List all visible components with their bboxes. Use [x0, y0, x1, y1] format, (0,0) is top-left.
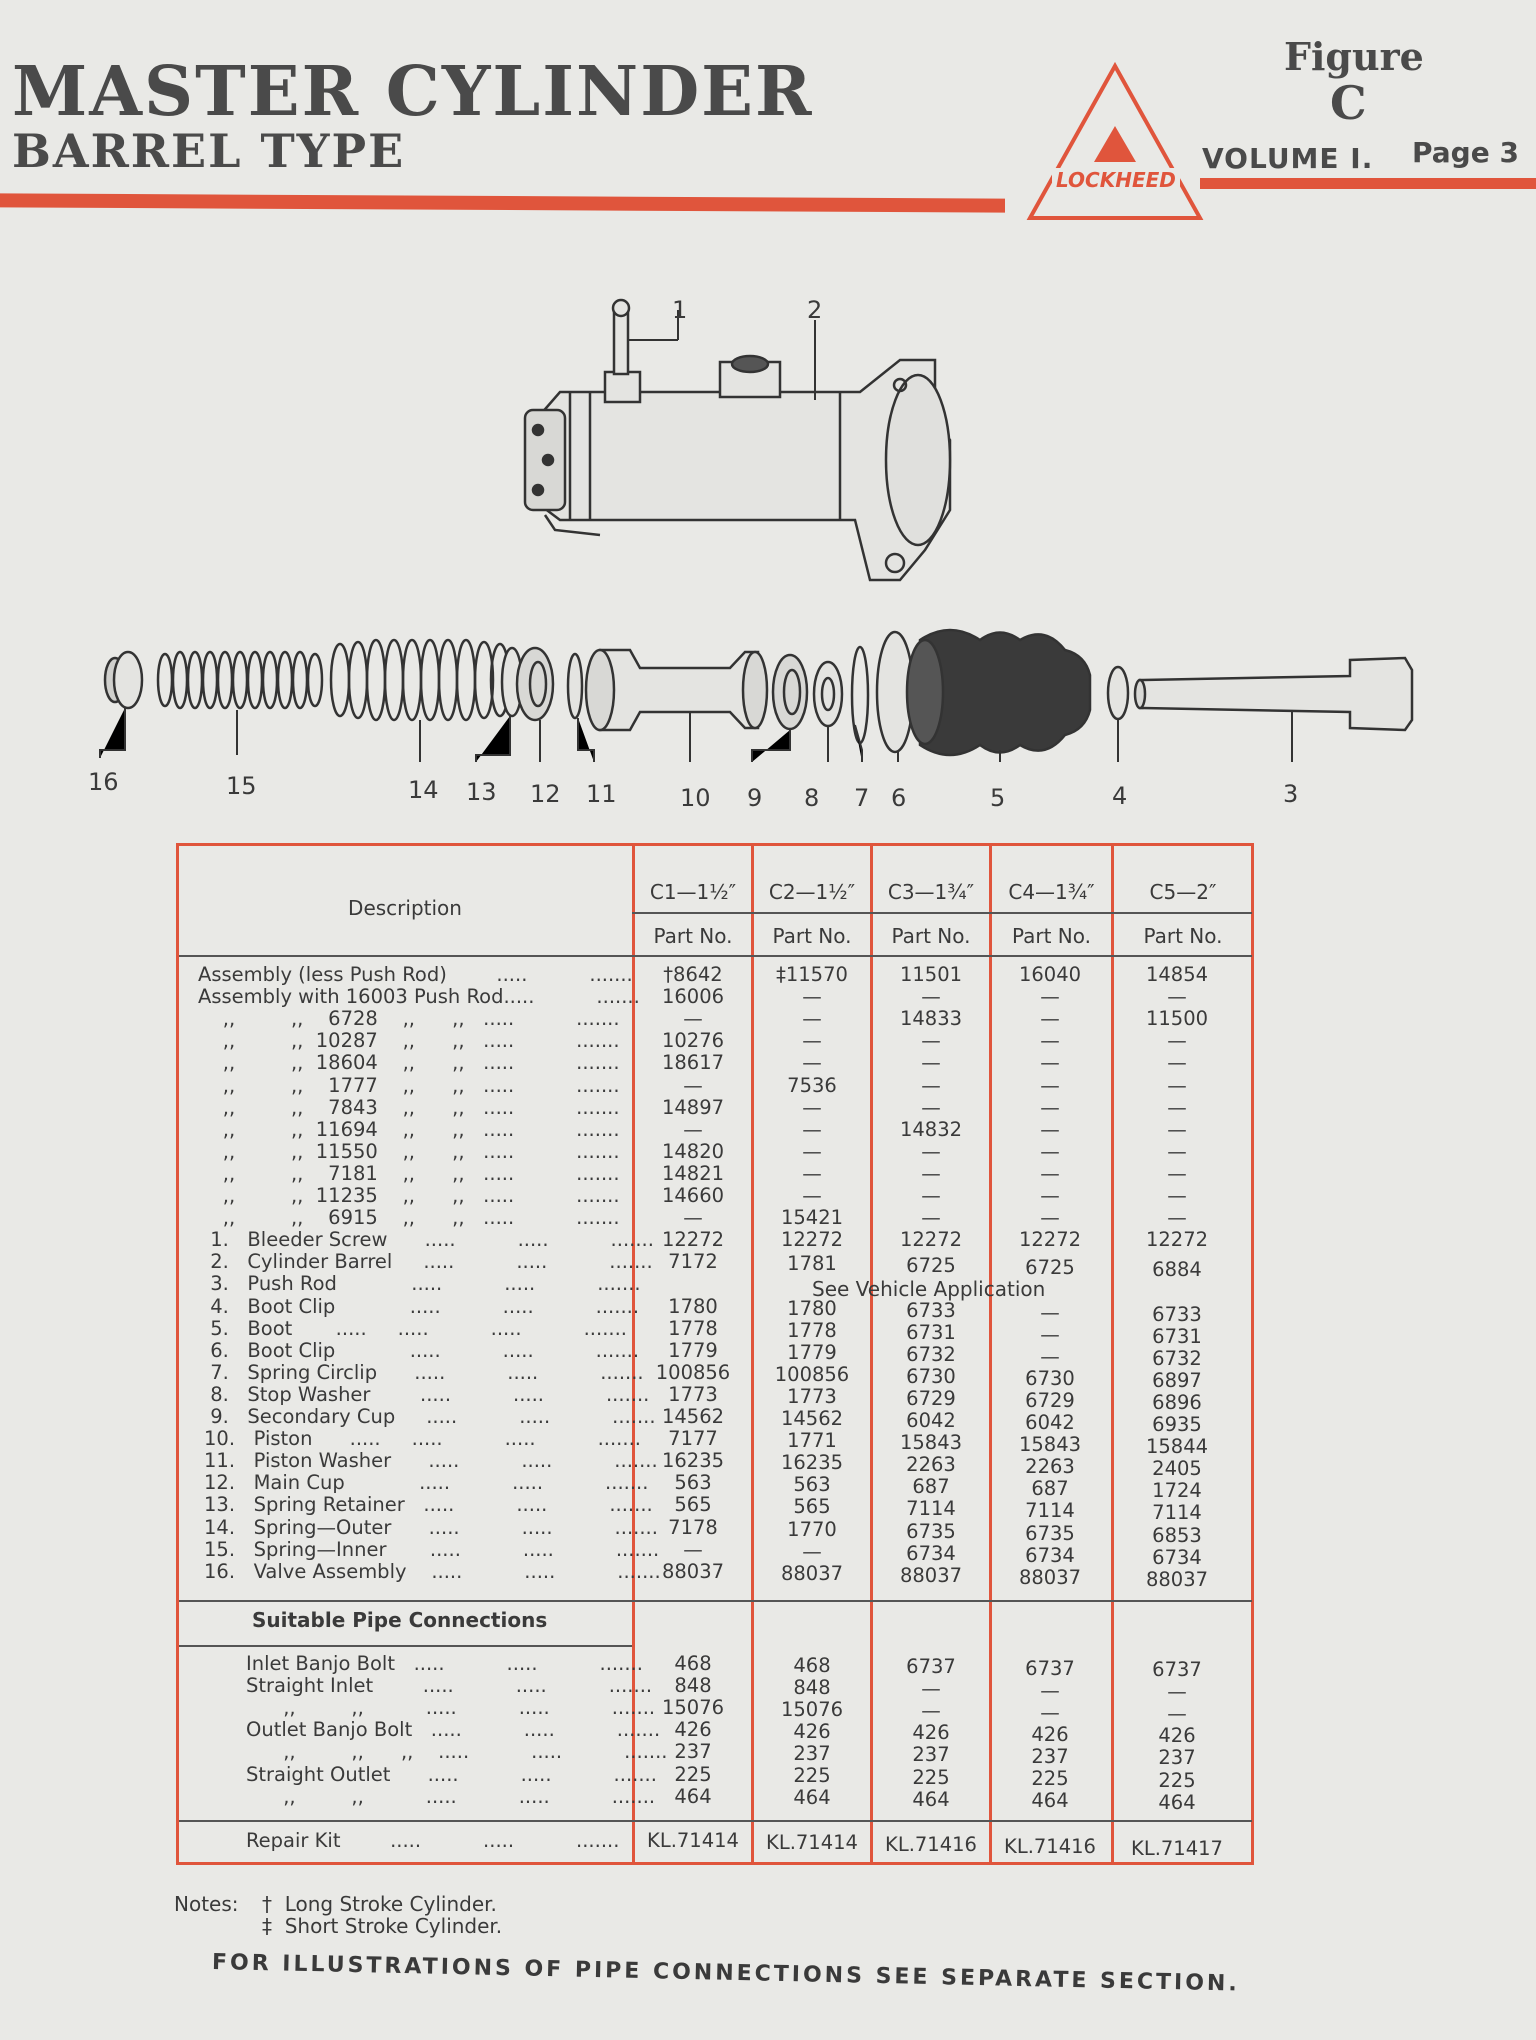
part-number-cell: 237	[912, 1743, 950, 1767]
part-number-cell: 11500	[1145, 1007, 1209, 1031]
part-number-cell: 88037	[780, 1561, 844, 1585]
part-number-cell: 426	[912, 1721, 950, 1745]
row-description: 3. Push Rod ..... ..... .......	[204, 1272, 641, 1296]
part-number-cell: 14562	[661, 1405, 725, 1428]
cylinder-barrel-illustration	[525, 300, 950, 580]
table-rule	[179, 1820, 1252, 1822]
part-number-cell: 468	[793, 1653, 831, 1677]
part-number-cell: 426	[1158, 1724, 1196, 1748]
part-number-cell: 426	[1031, 1722, 1069, 1746]
part-number-cell: 1781	[787, 1252, 837, 1276]
part-number-cell: 848	[674, 1674, 712, 1698]
part-number-cell: —	[1040, 1117, 1060, 1141]
part-number-cell: 14660	[661, 1184, 725, 1207]
part-number-cell: 225	[674, 1762, 712, 1786]
row-description: ,, ,, 11694 ,, ,, ..... .......	[198, 1117, 620, 1141]
page-number: Page 3	[1412, 136, 1519, 169]
part-number-cell: 6737	[1152, 1658, 1202, 1681]
part-number-cell: 6729	[1025, 1388, 1075, 1412]
part-number-cell: —	[802, 1117, 822, 1141]
part-number-cell: 6737	[1025, 1656, 1075, 1680]
part-number-cell: 1780	[787, 1296, 837, 1320]
part-number-cell: —	[921, 985, 941, 1009]
part-number-cell: —	[802, 1139, 822, 1163]
callout-13: 13	[466, 778, 497, 806]
part-number-cell: —	[1040, 1700, 1060, 1724]
part-number-cell: —	[1040, 1073, 1060, 1097]
part-number-cell: —	[1167, 1161, 1187, 1185]
part-number-cell: 426	[674, 1718, 712, 1742]
part-number-cell: —	[1040, 1206, 1060, 1230]
part-number-cell: 6729	[906, 1386, 956, 1410]
part-number-cell: 1780	[668, 1294, 718, 1318]
volume-label: VOLUME I.	[1202, 142, 1374, 175]
part-number-cell: 2263	[906, 1453, 956, 1477]
part-number-cell: —	[1040, 1051, 1060, 1075]
part-number-cell: —	[1040, 1161, 1060, 1185]
part-number-cell: —	[683, 1073, 703, 1097]
row-description: 16. Valve Assembly ..... ..... .......	[204, 1559, 661, 1583]
part-number-cell: 88037	[899, 1563, 963, 1587]
part-number-cell: —	[1167, 1680, 1187, 1704]
part-number-cell: 14832	[899, 1117, 963, 1141]
callout-9: 9	[747, 784, 763, 812]
part-number-cell: 6735	[1025, 1521, 1075, 1545]
header-partno-c1: Part No.	[653, 924, 733, 948]
parts-row-illustration	[105, 630, 1412, 755]
part-number-cell: 464	[1158, 1790, 1196, 1814]
part-number-cell: —	[1040, 1678, 1060, 1702]
row-description: 5. Boot ..... ..... ..... .......	[204, 1316, 628, 1340]
part-number-cell: —	[1167, 985, 1187, 1009]
part-number-cell: 237	[674, 1740, 712, 1764]
part-number-cell: 225	[1031, 1767, 1069, 1790]
callout-2: 2	[807, 296, 823, 324]
part-number-cell: 2263	[1025, 1455, 1075, 1479]
part-number-cell: 426	[793, 1719, 831, 1743]
part-number-cell: —	[1167, 1095, 1187, 1119]
row-description: ,, ,, ..... ..... .......	[246, 1784, 656, 1808]
row-description: Outlet Banjo Bolt ..... ..... .......	[246, 1718, 661, 1742]
part-number-cell: 6732	[906, 1342, 956, 1366]
part-number-cell: 6897	[1152, 1368, 1202, 1392]
header-partno-c4: Part No.	[1011, 924, 1092, 948]
callout-11: 11	[586, 780, 617, 808]
part-number-cell: 1773	[787, 1384, 837, 1408]
part-number-cell: 6734	[1025, 1543, 1075, 1567]
part-number-cell: —	[802, 1184, 822, 1207]
part-number-cell: 225	[1158, 1768, 1196, 1792]
row-description: 4. Boot Clip ..... ..... .......	[204, 1294, 640, 1318]
part-number-cell: 1778	[787, 1318, 837, 1342]
header-description: Description	[348, 896, 462, 920]
row-description: 9. Secondary Cup ..... ..... .......	[204, 1405, 656, 1428]
part-number-cell: —	[1040, 1300, 1060, 1324]
part-number-cell: 7114	[1152, 1501, 1202, 1525]
part-number-cell: —	[921, 1677, 941, 1701]
part-number-cell: KL.71416	[885, 1833, 977, 1856]
footer-note: FOR ILLUSTRATIONS OF PIPE CONNECTIONS SEE SEPARATE SECTION.	[211, 1950, 1240, 1997]
part-number-cell: 7114	[906, 1497, 956, 1521]
part-number-cell: 2405	[1152, 1457, 1202, 1481]
part-number-cell: —	[802, 1095, 822, 1119]
part-number-cell: 1779	[787, 1340, 837, 1364]
part-number-cell: 6732	[1152, 1346, 1202, 1370]
callout-14: 14	[408, 776, 439, 804]
part-number-cell: 464	[912, 1787, 950, 1811]
part-number-cell: —	[921, 1161, 941, 1185]
part-number-cell: 12272	[1145, 1228, 1209, 1252]
row-description: 10. Piston ..... ..... ..... .......	[204, 1427, 641, 1451]
part-number-cell: ‡11570	[776, 963, 848, 986]
part-number-cell: 6896	[1152, 1390, 1202, 1414]
part-number-cell: 6734	[1152, 1545, 1202, 1569]
row-description: 2. Cylinder Barrel ..... ..... .......	[204, 1250, 653, 1274]
part-number-cell: 15076	[661, 1696, 725, 1720]
callout-7: 7	[854, 784, 870, 812]
part-number-cell: 16040	[1018, 963, 1082, 986]
table-rule	[179, 1645, 632, 1647]
part-number-cell: 563	[793, 1473, 831, 1497]
row-description: 1. Bleeder Screw ..... ..... .......	[204, 1228, 654, 1252]
part-number-cell: †8642	[663, 963, 723, 986]
part-number-cell: 14820	[661, 1139, 725, 1163]
row-description: Straight Outlet ..... ..... .......	[246, 1762, 657, 1786]
part-number-cell: —	[1167, 1139, 1187, 1163]
part-number-cell: 1778	[668, 1316, 718, 1340]
table-rule	[632, 912, 1252, 914]
part-number-cell: 468	[674, 1652, 712, 1675]
part-number-cell: —	[1040, 1095, 1060, 1119]
part-number-cell: 225	[912, 1765, 950, 1789]
part-number-cell: —	[802, 1161, 822, 1185]
part-number-cell: —	[802, 1539, 822, 1563]
table-divider	[1111, 843, 1114, 1865]
figure-letter: C	[1330, 76, 1367, 130]
part-number-cell: —	[683, 1206, 703, 1230]
part-number-cell: 6733	[906, 1298, 956, 1322]
part-number-cell: 100856	[655, 1360, 731, 1384]
row-description: 8. Stop Washer ..... ..... .......	[204, 1382, 650, 1406]
header-size-c2: C2—1½″	[768, 880, 856, 904]
part-number-cell: 15076	[780, 1697, 844, 1721]
row-description: 11. Piston Washer ..... ..... .......	[204, 1449, 658, 1473]
part-number-cell: —	[1167, 1073, 1187, 1097]
part-number-cell: 6730	[906, 1364, 956, 1388]
row-description: Assembly with 16003 Push Rod..... .......	[198, 985, 640, 1009]
part-number-cell: 7172	[668, 1250, 718, 1274]
part-number-cell: 6935	[1152, 1413, 1202, 1436]
part-number-cell: —	[1167, 1702, 1187, 1726]
part-number-cell: 88037	[1018, 1565, 1082, 1589]
logo-text: LOCKHEED	[1052, 168, 1180, 192]
part-number-cell: 6734	[906, 1541, 956, 1565]
part-number-cell: 225	[793, 1764, 831, 1787]
part-number-cell: 12272	[661, 1228, 725, 1252]
callout-4: 4	[1112, 782, 1128, 810]
row-description: ,, ,, ..... ..... .......	[246, 1696, 656, 1720]
part-number-cell: 237	[793, 1741, 831, 1765]
part-number-cell: —	[1040, 1344, 1060, 1368]
part-number-cell: 6853	[1152, 1523, 1202, 1547]
part-number-cell: —	[921, 1699, 941, 1723]
part-number-cell: 15843	[1018, 1433, 1082, 1457]
part-number-cell: 14833	[899, 1007, 963, 1031]
header-rule-right	[1200, 178, 1536, 189]
part-number-cell: 14854	[1145, 963, 1209, 986]
row-description: 15. Spring—Inner ..... ..... .......	[204, 1537, 660, 1561]
part-number-cell: —	[921, 1139, 941, 1163]
row-description: ,, ,, 7843 ,, ,, ..... .......	[198, 1095, 620, 1119]
header-partno-c5: Part No.	[1143, 924, 1223, 948]
callout-16: 16	[88, 768, 119, 796]
header-size-c3: C3—1¾″	[887, 880, 975, 904]
row-description: ,, ,, 7181 ,, ,, ..... .......	[198, 1161, 620, 1185]
part-number-cell: —	[1040, 1322, 1060, 1346]
part-number-cell: 6884	[1152, 1258, 1202, 1282]
row-description: Assembly (less Push Rod) ..... .......	[198, 963, 633, 986]
part-number-cell: 237	[1031, 1744, 1069, 1768]
part-number-cell: —	[683, 1117, 703, 1141]
callout-3: 3	[1283, 780, 1299, 808]
part-number-cell: 1779	[668, 1338, 718, 1362]
callout-8: 8	[804, 784, 820, 812]
part-number-cell: 1724	[1152, 1479, 1202, 1503]
part-number-cell: —	[1167, 1051, 1187, 1075]
part-number-cell: 6725	[906, 1254, 956, 1278]
lockheed-logo	[1020, 60, 1210, 230]
part-number-cell: 15843	[899, 1431, 963, 1455]
note-short-stroke: ‡ Short Stroke Cylinder.	[262, 1914, 503, 1938]
callout-15: 15	[226, 772, 257, 800]
callout-6: 6	[891, 784, 907, 812]
part-number-cell: 237	[1158, 1746, 1196, 1770]
part-number-cell: 6737	[906, 1655, 956, 1678]
part-number-cell: KL.71414	[647, 1829, 739, 1852]
part-number-cell: 464	[1031, 1789, 1069, 1813]
part-number-cell: 565	[674, 1493, 712, 1517]
part-number-cell: 12272	[780, 1228, 844, 1252]
header-size-c1: C1—1½″	[649, 880, 737, 904]
part-number-cell: 16006	[661, 985, 725, 1009]
part-number-cell: KL.71414	[766, 1831, 858, 1854]
row-description: Inlet Banjo Bolt ..... ..... .......	[246, 1652, 643, 1675]
callout-5: 5	[990, 784, 1006, 812]
part-number-cell: —	[683, 1007, 703, 1031]
part-number-cell: 687	[912, 1475, 950, 1499]
part-number-cell: 1770	[787, 1517, 837, 1541]
part-number-cell: —	[802, 985, 822, 1009]
part-number-cell: 6730	[1025, 1366, 1075, 1390]
part-number-cell: 464	[674, 1784, 712, 1808]
row-description: 13. Spring Retainer ..... ..... .......	[204, 1493, 653, 1517]
part-number-cell: —	[921, 1073, 941, 1097]
row-description: ,, ,, ,, ..... ..... .......	[246, 1740, 668, 1764]
part-number-cell: —	[1167, 1117, 1187, 1141]
part-number-cell: KL.71417	[1131, 1837, 1223, 1860]
row-description: 6. Boot Clip ..... ..... .......	[204, 1338, 640, 1362]
part-number-cell: 12272	[899, 1228, 963, 1252]
callout-10: 10	[680, 784, 711, 812]
part-number-cell: 15844	[1145, 1435, 1209, 1459]
part-number-cell: 6731	[1152, 1324, 1202, 1348]
part-number-cell: 1773	[668, 1382, 718, 1406]
part-number-cell: 18617	[661, 1051, 725, 1075]
part-number-cell: —	[921, 1206, 941, 1230]
part-number-cell: 88037	[1145, 1567, 1209, 1591]
header-size-c4: C4—1¾″	[1008, 880, 1095, 904]
part-number-cell: 16235	[661, 1449, 725, 1473]
row-description: ,, ,, 18604 ,, ,, ..... .......	[198, 1051, 620, 1075]
row-description: ,, ,, 6728 ,, ,, ..... .......	[198, 1007, 620, 1031]
part-number-cell: 7114	[1025, 1499, 1075, 1523]
push-rod-note: See Vehicle Application	[812, 1277, 1046, 1301]
header-partno-c3: Part No.	[891, 924, 971, 948]
part-number-cell: 563	[674, 1471, 712, 1495]
callout-12: 12	[530, 780, 561, 808]
note-long-stroke: † Long Stroke Cylinder.	[262, 1892, 497, 1916]
part-number-cell: 12272	[1018, 1228, 1082, 1252]
pipe-section-title: Suitable Pipe Connections	[252, 1608, 548, 1632]
row-description: ,, ,, 6915 ,, ,, ..... .......	[198, 1206, 620, 1230]
row-description: ,, ,, 1777 ,, ,, ..... .......	[198, 1073, 620, 1097]
exploded-diagram	[0, 280, 1536, 820]
part-number-cell: 88037	[661, 1559, 725, 1583]
part-number-cell: KL.71416	[1004, 1835, 1096, 1858]
row-description: Straight Inlet ..... ..... .......	[246, 1674, 653, 1698]
row-description: 7. Spring Circlip ..... ..... .......	[204, 1360, 644, 1384]
part-number-cell: 6733	[1152, 1302, 1202, 1326]
figure-label: Figure	[1284, 34, 1424, 79]
page-subtitle: BARREL TYPE	[12, 124, 406, 178]
part-number-cell: —	[1167, 1184, 1187, 1207]
part-number-cell: 464	[793, 1786, 831, 1810]
part-number-cell: —	[921, 1184, 941, 1207]
header-rule-left	[0, 193, 1005, 212]
part-number-cell: —	[1040, 1139, 1060, 1163]
part-number-cell: 15421	[780, 1206, 844, 1230]
part-number-cell: 848	[793, 1675, 831, 1699]
page-title: MASTER CYLINDER	[12, 52, 814, 132]
row-description: 14. Spring—Outer ..... ..... .......	[204, 1515, 658, 1539]
part-number-cell: —	[1040, 1184, 1060, 1207]
notes-label: Notes:	[174, 1892, 239, 1916]
part-number-cell: —	[921, 1029, 941, 1053]
row-description: ,, ,, 10287 ,, ,, ..... .......	[198, 1029, 620, 1053]
part-number-cell: 6731	[906, 1320, 956, 1344]
part-number-cell: 6725	[1025, 1256, 1075, 1280]
part-number-cell: —	[802, 1007, 822, 1031]
part-number-cell: 687	[1031, 1477, 1069, 1501]
part-number-cell: 565	[793, 1495, 831, 1519]
part-number-cell: —	[921, 1095, 941, 1119]
part-number-cell: 14897	[661, 1095, 725, 1119]
table-rule	[179, 1600, 1252, 1602]
callout-1: 1	[672, 296, 688, 324]
part-number-cell: 16235	[780, 1451, 844, 1475]
part-number-cell: 7177	[668, 1427, 718, 1451]
part-number-cell: —	[1167, 1029, 1187, 1053]
part-number-cell: 100856	[774, 1362, 850, 1386]
part-number-cell: 1771	[787, 1429, 837, 1453]
row-description: ,, ,, 11550 ,, ,, ..... .......	[198, 1139, 620, 1163]
part-number-cell: 7178	[668, 1515, 718, 1539]
part-number-cell: 14821	[661, 1161, 725, 1185]
row-description: ,, ,, 11235 ,, ,, ..... .......	[198, 1184, 620, 1207]
part-number-cell: 6042	[906, 1409, 956, 1432]
part-number-cell: —	[683, 1537, 703, 1561]
part-number-cell: —	[802, 1051, 822, 1075]
part-number-cell: —	[1040, 985, 1060, 1009]
row-description: Repair Kit ..... ..... .......	[246, 1829, 620, 1852]
part-number-cell: 6042	[1025, 1411, 1075, 1434]
part-number-cell: 7536	[787, 1073, 837, 1097]
part-number-cell: 10276	[661, 1029, 725, 1053]
part-number-cell: —	[802, 1029, 822, 1053]
header-partno-c2: Part No.	[772, 924, 852, 948]
header-size-c5: C5—2″	[1149, 880, 1217, 904]
part-number-cell: —	[1167, 1206, 1187, 1230]
table-rule	[179, 955, 1252, 957]
part-number-cell: 11501	[899, 963, 963, 986]
part-number-cell: —	[1040, 1007, 1060, 1031]
part-number-cell: 14562	[780, 1407, 844, 1430]
part-number-cell: —	[921, 1051, 941, 1075]
part-number-cell: 6735	[906, 1519, 956, 1543]
row-description: 12. Main Cup ..... ..... .......	[204, 1471, 649, 1495]
part-number-cell: —	[1040, 1029, 1060, 1053]
